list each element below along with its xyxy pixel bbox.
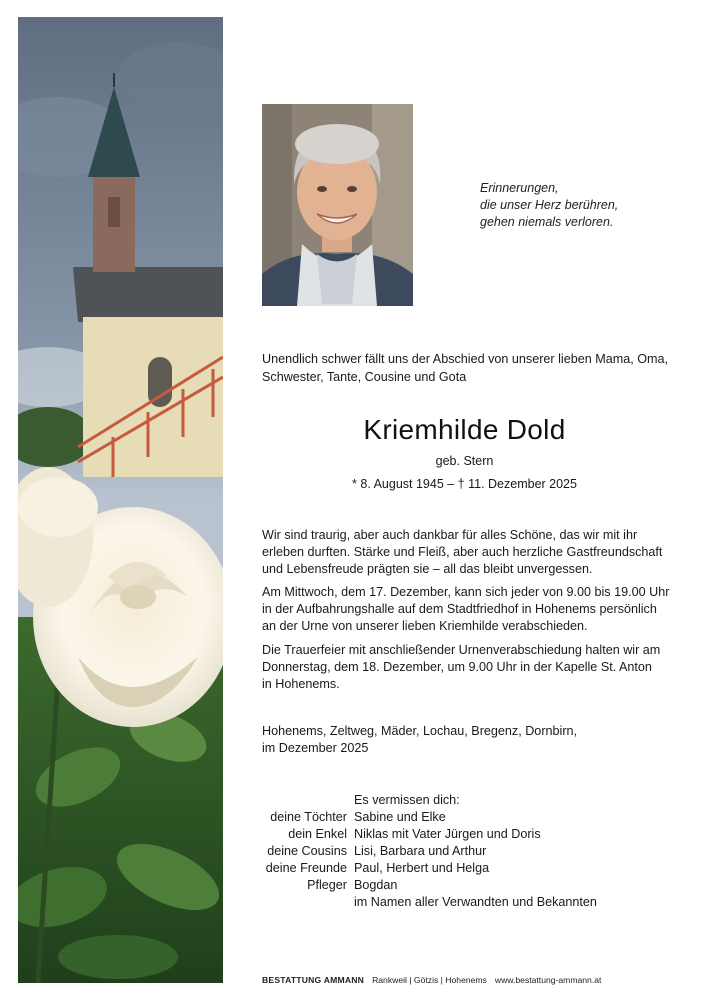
funeral-home-website[interactable]: www.bestattung-ammann.at — [494, 975, 602, 985]
paragraph-line: erleben durften. Stärke und Fleiß, aber auch herzliche Gastfreundschaft — [262, 545, 663, 559]
mourner-name: Sabine und Elke — [354, 810, 446, 824]
mourner-name: Niklas mit Vater Jürgen und Doris — [354, 827, 541, 841]
mourner-names — [354, 792, 597, 911]
life-dates: * 8. August 1945 – † 11. Dezember 2025 — [352, 477, 577, 491]
place-and-date — [262, 723, 577, 757]
intro-line: Schwester, Tante, Cousine und Gota — [262, 369, 467, 384]
deceased-name: Kriemhilde Dold — [363, 414, 566, 445]
paragraph-line: in der Aufbahrungshalle auf dem Stadtfriedhof in Hohenems persönlich — [262, 602, 657, 616]
memorial-quote — [480, 180, 680, 231]
paragraph-line: Donnerstag, dem 18. Dezember, um 9.00 Uhr in der Kapelle St. Anton — [262, 660, 652, 674]
quote-line: gehen niemals verloren. — [480, 215, 614, 229]
paragraph-line: in Hohenems. — [262, 677, 340, 691]
quote-line: Erinnerungen, — [480, 181, 559, 195]
relation-label: dein Enkel — [288, 827, 347, 841]
relation-label: Pfleger — [307, 878, 347, 892]
funeral-home-locations: Rankweil | Götzis | Hohenems — [372, 975, 487, 985]
mourners-closing: im Namen aller Verwandten und Bekannten — [354, 895, 597, 909]
place-line: Hohenems, Zeltweg, Mäder, Lochau, Bregenz, Dornbirn, — [262, 724, 578, 738]
portrait-photo — [262, 104, 413, 306]
paragraph-gratitude — [262, 527, 672, 578]
mourner-name: Bogdan — [354, 878, 398, 892]
paragraph-line: Wir sind traurig, aber auch dankbar für alles Schöne, das wir mit ihr — [262, 528, 638, 542]
mourner-name: Lisi, Barbara und Arthur — [354, 844, 487, 858]
footer — [262, 975, 601, 985]
intro-text — [262, 351, 672, 386]
relation-label: deine Cousins — [267, 844, 347, 858]
funeral-home-brand: BESTATTUNG AMMANN — [262, 975, 365, 985]
place-line: im Dezember 2025 — [262, 741, 369, 755]
birth-name: geb. Stern — [435, 454, 494, 468]
mourner-relations — [266, 792, 347, 894]
paragraph-line: Die Trauerfeier mit anschließender Urnenverabschiedung halten wir am — [262, 643, 661, 657]
quote-line: die unser Herz berühren, — [480, 198, 619, 212]
side-photo-church-rose — [18, 17, 223, 983]
intro-line: Unendlich schwer fällt uns der Abschied von unserer lieben Mama, Oma, — [262, 352, 669, 366]
paragraph-line: an der Urne von unserer lieben Kriemhilde verabschieden. — [262, 619, 588, 633]
mourners-heading: Es vermissen dich: — [354, 793, 460, 807]
paragraph-viewing — [262, 584, 672, 635]
paragraph-line: Am Mittwoch, dem 17. Dezember, kann sich jeder von 9.00 bis 19.00 Uhr — [262, 585, 670, 599]
paragraph-line: und Lebensfreude prägten sie – all das bleibt unvergessen. — [262, 562, 593, 576]
relation-label: deine Freunde — [265, 861, 347, 875]
paragraph-ceremony — [262, 642, 672, 693]
relation-label: deine Töchter — [270, 810, 347, 824]
mourner-name: Paul, Herbert und Helga — [354, 861, 490, 875]
